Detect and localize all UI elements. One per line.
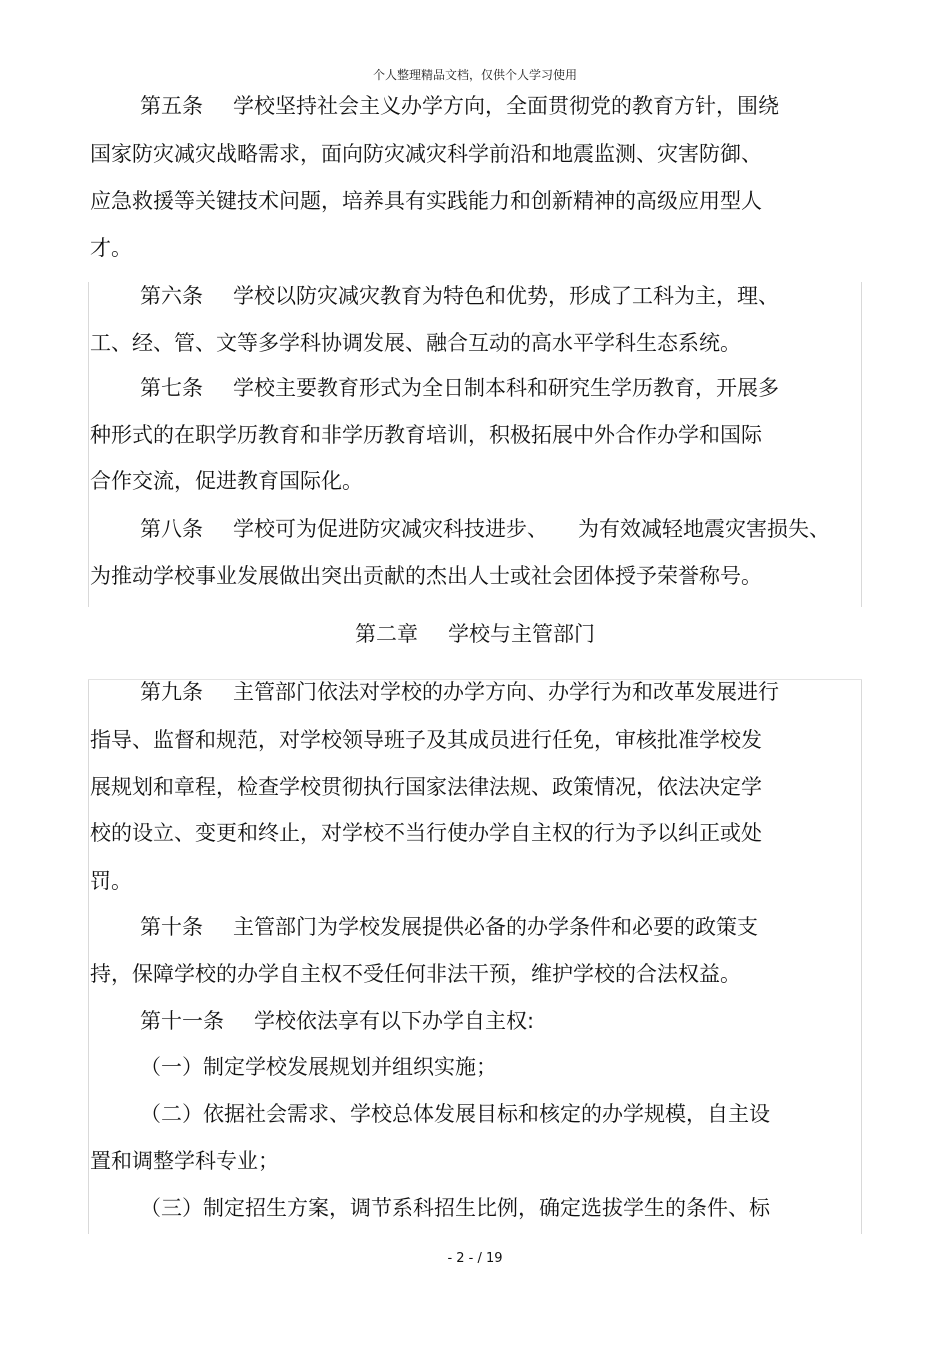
article-10-number: 第十条 bbox=[140, 915, 203, 939]
article-5-line-1: 第五条 学校坚持社会主义办学方向，全面贯彻党的教育方针，围绕 bbox=[140, 94, 779, 118]
article-9-line-4: 校的设立、变更和终止，对学校不当行使办学自主权的行为予以纠正或处 bbox=[90, 821, 762, 845]
article-11-number: 第十一条 bbox=[140, 1009, 224, 1033]
article-5-number: 第五条 bbox=[140, 94, 203, 118]
article-6-number: 第六条 bbox=[140, 284, 203, 308]
article-8-line-1: 第八条 学校可为促进防灾减灾科技进步、 为有效减轻地震灾害损失、 bbox=[140, 517, 830, 541]
article-11-item-2-line-2: 置和调整学科专业； bbox=[90, 1149, 279, 1173]
article-5-line-3: 应急救援等关键技术问题，培养具有实践能力和创新精神的高级应用型人 bbox=[90, 189, 762, 213]
article-5-line-2: 国家防灾减灾战略需求，面向防灾减灾科学前沿和地震监测、灾害防御、 bbox=[90, 142, 762, 166]
article-5-line-4: 才。 bbox=[90, 236, 132, 260]
article-6-line-2: 工、经、管、文等多学科协调发展、融合互动的高水平学科生态系统。 bbox=[90, 331, 741, 355]
article-11-item-3: （三）制定招生方案，调节系科招生比例，确定选拔学生的条件、标 bbox=[140, 1196, 770, 1220]
article-7-line-1: 第七条 学校主要教育形式为全日制本科和研究生学历教育，开展多 bbox=[140, 376, 779, 400]
frame-right-rule-1 bbox=[861, 282, 862, 607]
article-9-line-5: 罚。 bbox=[90, 869, 132, 893]
article-10-line-2: 持，保障学校的办学自主权不受任何非法干预，维护学校的合法权益。 bbox=[90, 962, 741, 986]
article-11-item-2-line-1: （二）依据社会需求、学校总体发展目标和核定的办学规模，自主设 bbox=[140, 1102, 770, 1126]
article-7-line-2: 种形式的在职学历教育和非学历教育培训，积极拓展中外合作办学和国际 bbox=[90, 423, 762, 447]
article-9-number: 第九条 bbox=[140, 680, 203, 704]
page-number: - 2 - / 19 bbox=[447, 1251, 503, 1266]
article-11-line-1: 第十一条 学校依法享有以下办学自主权: bbox=[140, 1009, 535, 1033]
chapter-heading bbox=[0, 619, 950, 649]
article-6-line-1: 第六条 学校以防灾减灾教育为特色和优势，形成了工科为主，理、 bbox=[140, 284, 779, 308]
article-9-line-3: 展规划和章程，检查学校贯彻执行国家法律法规、政策情况，依法决定学 bbox=[90, 775, 762, 799]
frame-right-rule-2 bbox=[861, 679, 862, 1234]
article-10-line-1: 第十条 主管部门为学校发展提供必备的办学条件和必要的政策支 bbox=[140, 915, 758, 939]
article-8-line-2: 为推动学校事业发展做出突出贡献的杰出人士或社会团体授予荣誉称号。 bbox=[90, 564, 762, 588]
article-9-line-2: 指导、监督和规范，对学校领导班子及其成员进行任免，审核批准学校发 bbox=[90, 728, 762, 752]
article-8-number: 第八条 bbox=[140, 517, 203, 541]
article-7-number: 第七条 bbox=[140, 376, 203, 400]
chapter-number: 第二章 bbox=[355, 622, 418, 646]
frame-left-rule-1 bbox=[88, 282, 89, 607]
article-7-line-3: 合作交流，促进教育国际化。 bbox=[90, 469, 363, 493]
frame-left-rule-2 bbox=[88, 679, 89, 1234]
article-11-item-1: （一）制定学校发展规划并组织实施； bbox=[140, 1055, 497, 1079]
article-9-line-1: 第九条 主管部门依法对学校的办学方向、办学行为和改革发展进行 bbox=[140, 680, 779, 704]
chapter-title: 学校与主管部门 bbox=[448, 622, 595, 646]
page-header: 个人整理精品文档，仅供个人学习使用 bbox=[372, 68, 577, 82]
